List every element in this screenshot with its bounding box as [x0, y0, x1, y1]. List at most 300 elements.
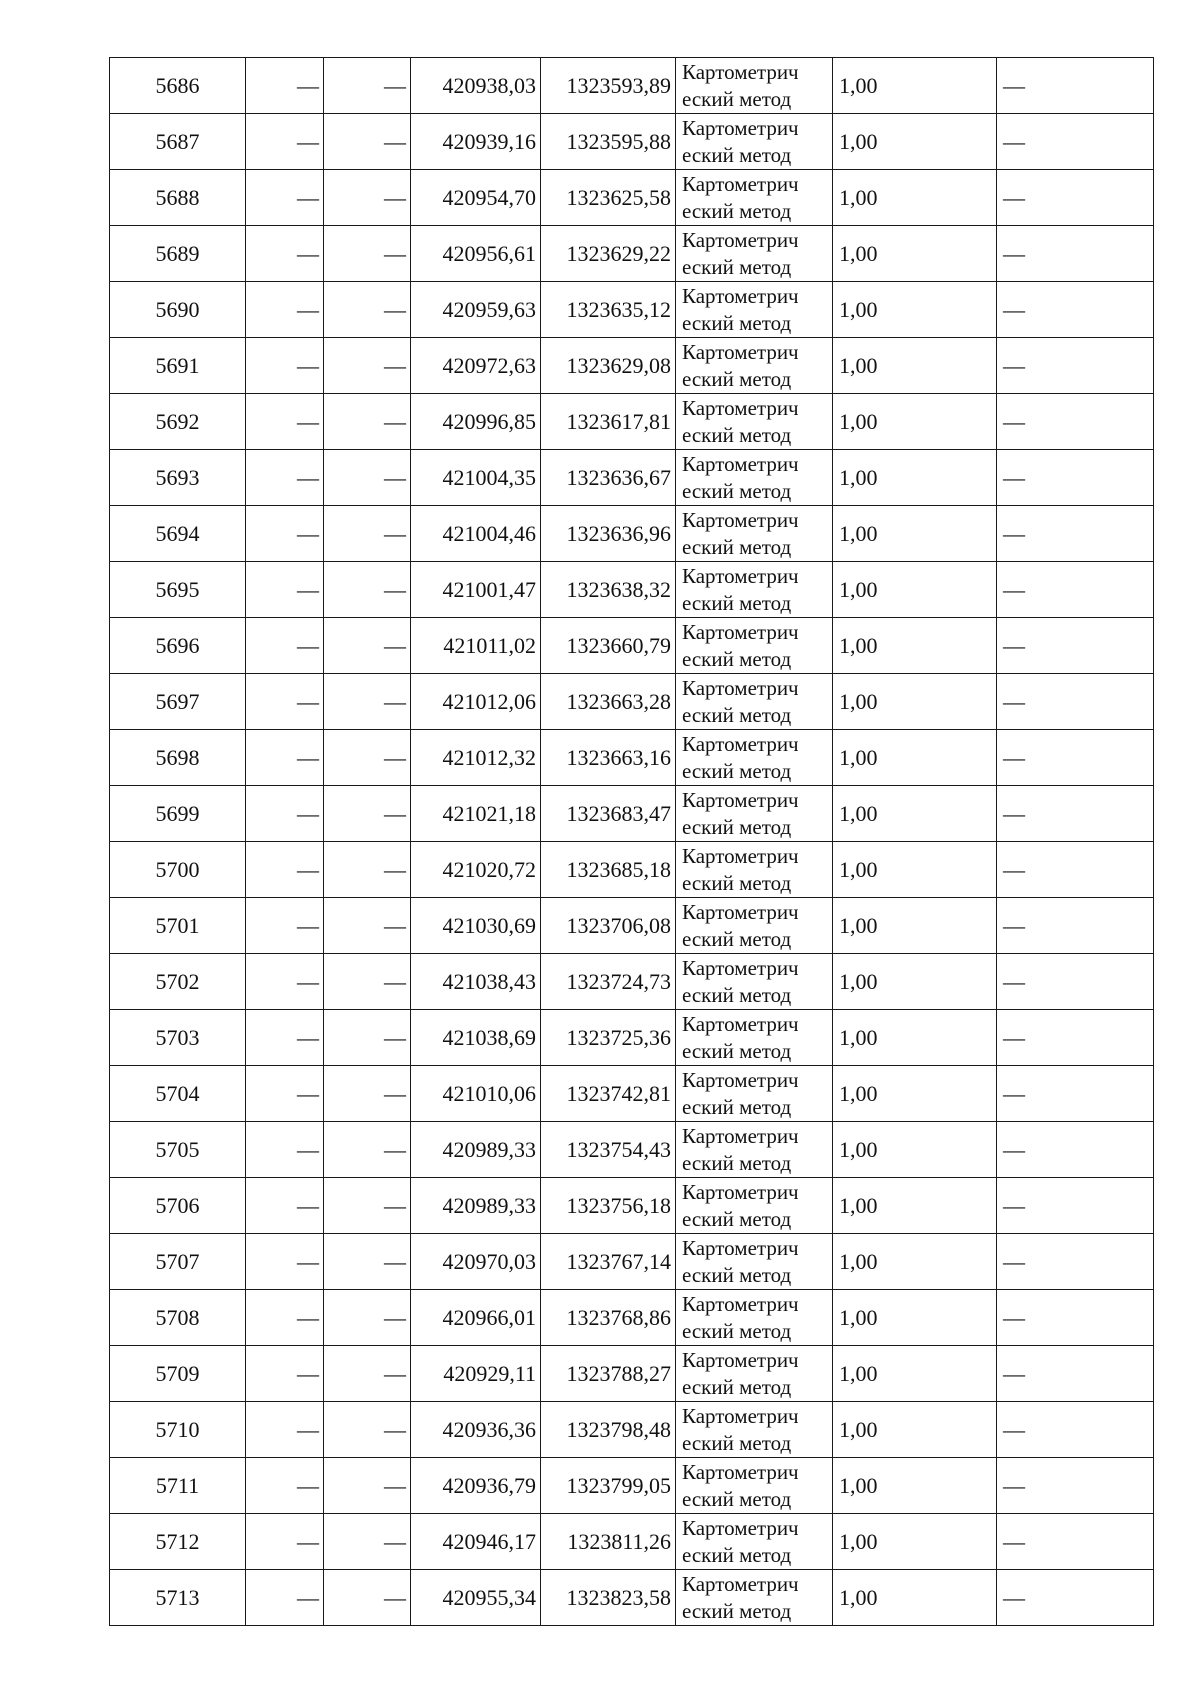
- description-empty: —: [997, 1346, 1154, 1402]
- method-line-1: Картометрич: [682, 172, 799, 196]
- old-y-empty: —: [324, 170, 411, 226]
- table-row: [110, 1346, 1154, 1402]
- method-line-2: еский метод: [682, 1543, 792, 1567]
- table-row: [110, 114, 1154, 170]
- method-line-1: Картометрич: [682, 1404, 799, 1428]
- old-x-empty: —: [246, 58, 324, 114]
- table-row: [110, 226, 1154, 282]
- method-line-2: еский метод: [682, 647, 792, 671]
- old-x-empty: —: [246, 730, 324, 786]
- coordinate-x: 421012,06: [411, 674, 541, 730]
- precision-value: 1,00: [833, 1402, 997, 1458]
- old-y-empty: —: [324, 1178, 411, 1234]
- method-line-2: еский метод: [682, 199, 792, 223]
- coordinate-y: 1323683,47: [541, 786, 676, 842]
- point-number: 5691: [110, 338, 246, 394]
- coordinate-x: 420989,33: [411, 1122, 541, 1178]
- method-line-1: Картометрич: [682, 1572, 799, 1596]
- old-x-empty: —: [246, 1234, 324, 1290]
- coordinate-y: 1323799,05: [541, 1458, 676, 1514]
- point-number: 5693: [110, 450, 246, 506]
- description-empty: —: [997, 1122, 1154, 1178]
- old-x-empty: —: [246, 1122, 324, 1178]
- precision-value: 1,00: [833, 1066, 997, 1122]
- old-y-empty: —: [324, 842, 411, 898]
- point-number: 5687: [110, 114, 246, 170]
- old-x-empty: —: [246, 674, 324, 730]
- description-empty: —: [997, 618, 1154, 674]
- description-empty: —: [997, 786, 1154, 842]
- method-line-2: еский метод: [682, 1431, 792, 1455]
- table-row: [110, 674, 1154, 730]
- coordinate-y: 1323629,08: [541, 338, 676, 394]
- old-y-empty: —: [324, 1514, 411, 1570]
- description-empty: —: [997, 898, 1154, 954]
- precision-value: 1,00: [833, 338, 997, 394]
- old-y-empty: —: [324, 1570, 411, 1626]
- method-line-2: еский метод: [682, 1263, 792, 1287]
- table-row: [110, 282, 1154, 338]
- coordinate-x: 421038,43: [411, 954, 541, 1010]
- method-line-1: Картометрич: [682, 788, 799, 812]
- precision-value: 1,00: [833, 1178, 997, 1234]
- method-line-1: Картометрич: [682, 452, 799, 476]
- point-number: 5701: [110, 898, 246, 954]
- method-line-2: еский метод: [682, 535, 792, 559]
- precision-value: 1,00: [833, 1514, 997, 1570]
- coordinate-x: 420936,79: [411, 1458, 541, 1514]
- coordinate-x: 420938,03: [411, 58, 541, 114]
- old-x-empty: —: [246, 1402, 324, 1458]
- method-line-2: еский метод: [682, 983, 792, 1007]
- method-cell: [676, 1346, 833, 1402]
- method-line-1: Картометрич: [682, 60, 799, 84]
- method-cell: [676, 562, 833, 618]
- coordinate-y: 1323663,16: [541, 730, 676, 786]
- method-cell: [676, 226, 833, 282]
- method-line-2: еский метод: [682, 479, 792, 503]
- old-y-empty: —: [324, 338, 411, 394]
- point-number: 5705: [110, 1122, 246, 1178]
- precision-value: 1,00: [833, 1010, 997, 1066]
- old-y-empty: —: [324, 450, 411, 506]
- method-cell: [676, 1402, 833, 1458]
- method-line-2: еский метод: [682, 1095, 792, 1119]
- old-x-empty: —: [246, 338, 324, 394]
- method-cell: [676, 114, 833, 170]
- coordinate-y: 1323636,67: [541, 450, 676, 506]
- old-x-empty: —: [246, 450, 324, 506]
- coordinate-x: 421030,69: [411, 898, 541, 954]
- method-line-1: Картометрич: [682, 1460, 799, 1484]
- method-cell: [676, 898, 833, 954]
- description-empty: —: [997, 954, 1154, 1010]
- method-cell: [676, 1234, 833, 1290]
- table-row: [110, 170, 1154, 226]
- coordinate-y: 1323636,96: [541, 506, 676, 562]
- method-line-1: Картометрич: [682, 1012, 799, 1036]
- precision-value: 1,00: [833, 954, 997, 1010]
- method-line-1: Картометрич: [682, 956, 799, 980]
- method-cell: [676, 1290, 833, 1346]
- method-line-1: Картометрич: [682, 1292, 799, 1316]
- precision-value: 1,00: [833, 394, 997, 450]
- description-empty: —: [997, 506, 1154, 562]
- description-empty: —: [997, 394, 1154, 450]
- coordinate-y: 1323617,81: [541, 394, 676, 450]
- coordinate-x: 421011,02: [411, 618, 541, 674]
- point-number: 5704: [110, 1066, 246, 1122]
- table-row: [110, 618, 1154, 674]
- point-number: 5694: [110, 506, 246, 562]
- table-row: [110, 1514, 1154, 1570]
- description-empty: —: [997, 1458, 1154, 1514]
- precision-value: 1,00: [833, 506, 997, 562]
- description-empty: —: [997, 1570, 1154, 1626]
- method-line-2: еский метод: [682, 255, 792, 279]
- old-x-empty: —: [246, 842, 324, 898]
- method-line-1: Картометрич: [682, 228, 799, 252]
- method-cell: [676, 1458, 833, 1514]
- old-y-empty: —: [324, 394, 411, 450]
- coordinate-y: 1323756,18: [541, 1178, 676, 1234]
- old-x-empty: —: [246, 618, 324, 674]
- coordinate-x: 420936,36: [411, 1402, 541, 1458]
- old-y-empty: —: [324, 1458, 411, 1514]
- method-line-1: Картометрич: [682, 1068, 799, 1092]
- precision-value: 1,00: [833, 562, 997, 618]
- method-line-1: Картометрич: [682, 1348, 799, 1372]
- coordinate-x: 421038,69: [411, 1010, 541, 1066]
- coordinate-x: 420929,11: [411, 1346, 541, 1402]
- method-cell: [676, 170, 833, 226]
- coordinate-x: 421001,47: [411, 562, 541, 618]
- method-line-2: еский метод: [682, 759, 792, 783]
- table-row: [110, 562, 1154, 618]
- method-cell: [676, 1010, 833, 1066]
- old-y-empty: —: [324, 1402, 411, 1458]
- coordinate-x: 421021,18: [411, 786, 541, 842]
- method-cell: [676, 1514, 833, 1570]
- method-cell: [676, 1066, 833, 1122]
- method-line-2: еский метод: [682, 1319, 792, 1343]
- method-line-2: еский метод: [682, 703, 792, 727]
- method-line-1: Картометрич: [682, 620, 799, 644]
- coordinates-table: [109, 57, 1154, 1626]
- coordinate-x: 420966,01: [411, 1290, 541, 1346]
- table-row: [110, 898, 1154, 954]
- method-line-1: Картометрич: [682, 396, 799, 420]
- old-y-empty: —: [324, 1346, 411, 1402]
- description-empty: —: [997, 1290, 1154, 1346]
- point-number: 5688: [110, 170, 246, 226]
- method-cell: [676, 1122, 833, 1178]
- table-row: [110, 506, 1154, 562]
- coordinate-y: 1323625,58: [541, 170, 676, 226]
- table-row: [110, 1570, 1154, 1626]
- precision-value: 1,00: [833, 114, 997, 170]
- old-y-empty: —: [324, 506, 411, 562]
- coordinate-x: 420939,16: [411, 114, 541, 170]
- point-number: 5690: [110, 282, 246, 338]
- coordinate-y: 1323788,27: [541, 1346, 676, 1402]
- description-empty: —: [997, 730, 1154, 786]
- table-row: [110, 394, 1154, 450]
- table-body: [110, 58, 1154, 1626]
- description-empty: —: [997, 1010, 1154, 1066]
- method-cell: [676, 506, 833, 562]
- coordinate-x: 420956,61: [411, 226, 541, 282]
- coordinate-x: 420972,63: [411, 338, 541, 394]
- old-x-empty: —: [246, 1570, 324, 1626]
- method-line-1: Картометрич: [682, 676, 799, 700]
- table-row: [110, 842, 1154, 898]
- coordinate-y: 1323629,22: [541, 226, 676, 282]
- coordinate-x: 420989,33: [411, 1178, 541, 1234]
- coordinate-x: 421020,72: [411, 842, 541, 898]
- method-line-1: Картометрич: [682, 844, 799, 868]
- method-line-1: Картометрич: [682, 564, 799, 588]
- old-y-empty: —: [324, 730, 411, 786]
- old-x-empty: —: [246, 1346, 324, 1402]
- old-x-empty: —: [246, 226, 324, 282]
- precision-value: 1,00: [833, 898, 997, 954]
- description-empty: —: [997, 562, 1154, 618]
- precision-value: 1,00: [833, 842, 997, 898]
- old-x-empty: —: [246, 786, 324, 842]
- precision-value: 1,00: [833, 1122, 997, 1178]
- coordinate-y: 1323724,73: [541, 954, 676, 1010]
- method-cell: [676, 282, 833, 338]
- method-line-1: Картометрич: [682, 1124, 799, 1148]
- coordinate-y: 1323595,88: [541, 114, 676, 170]
- method-cell: [676, 1570, 833, 1626]
- table-row: [110, 786, 1154, 842]
- point-number: 5696: [110, 618, 246, 674]
- precision-value: 1,00: [833, 1570, 997, 1626]
- precision-value: 1,00: [833, 1346, 997, 1402]
- coordinate-y: 1323767,14: [541, 1234, 676, 1290]
- coordinate-y: 1323663,28: [541, 674, 676, 730]
- point-number: 5695: [110, 562, 246, 618]
- old-y-empty: —: [324, 58, 411, 114]
- old-y-empty: —: [324, 954, 411, 1010]
- precision-value: 1,00: [833, 282, 997, 338]
- precision-value: 1,00: [833, 450, 997, 506]
- point-number: 5710: [110, 1402, 246, 1458]
- method-line-1: Картометрич: [682, 732, 799, 756]
- method-line-2: еский метод: [682, 1375, 792, 1399]
- method-cell: [676, 1178, 833, 1234]
- precision-value: 1,00: [833, 1458, 997, 1514]
- coordinate-x: 421010,06: [411, 1066, 541, 1122]
- coordinate-y: 1323754,43: [541, 1122, 676, 1178]
- old-y-empty: —: [324, 1010, 411, 1066]
- coordinate-y: 1323638,32: [541, 562, 676, 618]
- description-empty: —: [997, 842, 1154, 898]
- table-row: [110, 1178, 1154, 1234]
- method-line-2: еский метод: [682, 871, 792, 895]
- method-line-1: Картометрич: [682, 340, 799, 364]
- description-empty: —: [997, 338, 1154, 394]
- old-y-empty: —: [324, 226, 411, 282]
- point-number: 5709: [110, 1346, 246, 1402]
- description-empty: —: [997, 1514, 1154, 1570]
- description-empty: —: [997, 58, 1154, 114]
- table-row: [110, 450, 1154, 506]
- old-x-empty: —: [246, 114, 324, 170]
- coordinate-y: 1323635,12: [541, 282, 676, 338]
- old-x-empty: —: [246, 562, 324, 618]
- precision-value: 1,00: [833, 730, 997, 786]
- method-cell: [676, 338, 833, 394]
- old-x-empty: —: [246, 1178, 324, 1234]
- method-line-1: Картометрич: [682, 900, 799, 924]
- table-row: [110, 1122, 1154, 1178]
- coordinate-x: 421004,46: [411, 506, 541, 562]
- method-line-2: еский метод: [682, 927, 792, 951]
- description-empty: —: [997, 170, 1154, 226]
- table-row: [110, 1290, 1154, 1346]
- point-number: 5689: [110, 226, 246, 282]
- table-row: [110, 58, 1154, 114]
- coordinate-x: 420970,03: [411, 1234, 541, 1290]
- precision-value: 1,00: [833, 786, 997, 842]
- precision-value: 1,00: [833, 226, 997, 282]
- method-cell: [676, 842, 833, 898]
- coordinate-x: 420996,85: [411, 394, 541, 450]
- table-row: [110, 1458, 1154, 1514]
- method-line-2: еский метод: [682, 1039, 792, 1063]
- coordinate-y: 1323823,58: [541, 1570, 676, 1626]
- coordinate-y: 1323811,26: [541, 1514, 676, 1570]
- precision-value: 1,00: [833, 1234, 997, 1290]
- old-y-empty: —: [324, 1234, 411, 1290]
- table-row: [110, 730, 1154, 786]
- point-number: 5712: [110, 1514, 246, 1570]
- coordinate-y: 1323685,18: [541, 842, 676, 898]
- method-line-2: еский метод: [682, 1207, 792, 1231]
- method-line-2: еский метод: [682, 87, 792, 111]
- method-line-2: еский метод: [682, 1151, 792, 1175]
- method-line-1: Картометрич: [682, 284, 799, 308]
- point-number: 5702: [110, 954, 246, 1010]
- coordinate-x: 421012,32: [411, 730, 541, 786]
- description-empty: —: [997, 1402, 1154, 1458]
- method-cell: [676, 618, 833, 674]
- method-cell: [676, 58, 833, 114]
- old-y-empty: —: [324, 618, 411, 674]
- point-number: 5699: [110, 786, 246, 842]
- method-line-1: Картометрич: [682, 1516, 799, 1540]
- description-empty: —: [997, 1066, 1154, 1122]
- old-x-empty: —: [246, 1514, 324, 1570]
- table-row: [110, 1402, 1154, 1458]
- point-number: 5708: [110, 1290, 246, 1346]
- coordinate-y: 1323660,79: [541, 618, 676, 674]
- point-number: 5698: [110, 730, 246, 786]
- method-line-2: еский метод: [682, 1487, 792, 1511]
- table-row: [110, 338, 1154, 394]
- method-line-2: еский метод: [682, 1599, 792, 1623]
- method-cell: [676, 674, 833, 730]
- method-line-2: еский метод: [682, 311, 792, 335]
- coordinate-y: 1323798,48: [541, 1402, 676, 1458]
- coordinate-x: 420954,70: [411, 170, 541, 226]
- description-empty: —: [997, 1178, 1154, 1234]
- old-x-empty: —: [246, 170, 324, 226]
- method-line-2: еский метод: [682, 591, 792, 615]
- coordinate-y: 1323768,86: [541, 1290, 676, 1346]
- description-empty: —: [997, 1234, 1154, 1290]
- point-number: 5713: [110, 1570, 246, 1626]
- point-number: 5703: [110, 1010, 246, 1066]
- precision-value: 1,00: [833, 170, 997, 226]
- coordinate-x: 420959,63: [411, 282, 541, 338]
- old-x-empty: —: [246, 1066, 324, 1122]
- old-y-empty: —: [324, 282, 411, 338]
- point-number: 5707: [110, 1234, 246, 1290]
- method-line-2: еский метод: [682, 367, 792, 391]
- method-line-1: Картометрич: [682, 116, 799, 140]
- point-number: 5686: [110, 58, 246, 114]
- old-y-empty: —: [324, 1066, 411, 1122]
- old-y-empty: —: [324, 674, 411, 730]
- old-y-empty: —: [324, 562, 411, 618]
- precision-value: 1,00: [833, 618, 997, 674]
- old-x-empty: —: [246, 1458, 324, 1514]
- method-line-2: еский метод: [682, 143, 792, 167]
- point-number: 5697: [110, 674, 246, 730]
- method-cell: [676, 786, 833, 842]
- coordinate-x: 420946,17: [411, 1514, 541, 1570]
- old-y-empty: —: [324, 114, 411, 170]
- description-empty: —: [997, 674, 1154, 730]
- point-number: 5711: [110, 1458, 246, 1514]
- method-line-1: Картометрич: [682, 508, 799, 532]
- coordinate-y: 1323742,81: [541, 1066, 676, 1122]
- method-cell: [676, 450, 833, 506]
- method-line-1: Картометрич: [682, 1236, 799, 1260]
- old-x-empty: —: [246, 1290, 324, 1346]
- precision-value: 1,00: [833, 1290, 997, 1346]
- description-empty: —: [997, 450, 1154, 506]
- old-x-empty: —: [246, 282, 324, 338]
- coordinate-y: 1323725,36: [541, 1010, 676, 1066]
- old-x-empty: —: [246, 394, 324, 450]
- precision-value: 1,00: [833, 674, 997, 730]
- method-cell: [676, 394, 833, 450]
- precision-value: 1,00: [833, 58, 997, 114]
- coordinate-y: 1323706,08: [541, 898, 676, 954]
- method-line-1: Картометрич: [682, 1180, 799, 1204]
- old-y-empty: —: [324, 1290, 411, 1346]
- old-x-empty: —: [246, 1010, 324, 1066]
- table-row: [110, 1010, 1154, 1066]
- table-row: [110, 954, 1154, 1010]
- method-cell: [676, 730, 833, 786]
- method-cell: [676, 954, 833, 1010]
- coordinate-x: 420955,34: [411, 1570, 541, 1626]
- description-empty: —: [997, 282, 1154, 338]
- table-row: [110, 1066, 1154, 1122]
- old-x-empty: —: [246, 954, 324, 1010]
- old-y-empty: —: [324, 786, 411, 842]
- point-number: 5692: [110, 394, 246, 450]
- old-y-empty: —: [324, 1122, 411, 1178]
- method-line-2: еский метод: [682, 815, 792, 839]
- old-x-empty: —: [246, 506, 324, 562]
